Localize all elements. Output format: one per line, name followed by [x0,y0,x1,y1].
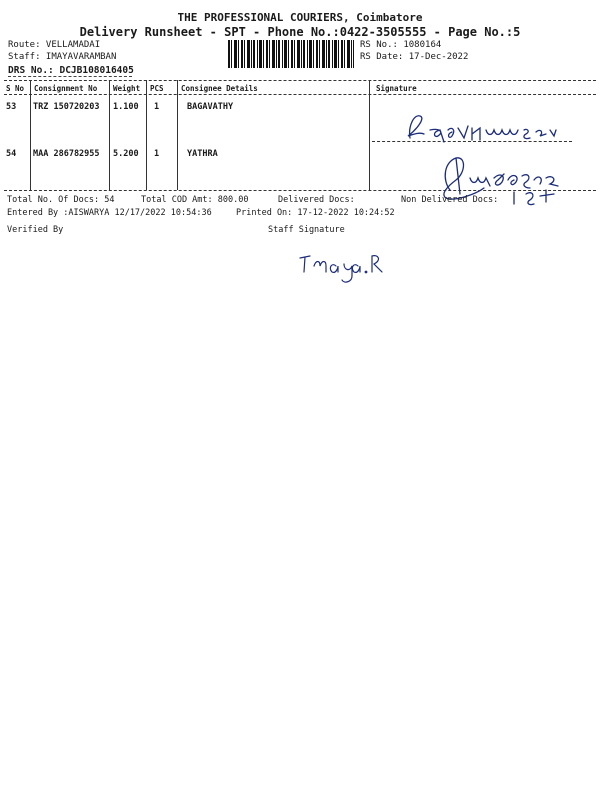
col-header-weight: Weight [113,84,141,93]
route-label: Route: VELLAMADAI [8,40,101,50]
row-sno: 53 [6,102,17,112]
row-consignment: TRZ 150720203 [33,102,100,112]
col-divider [146,80,147,190]
col-header-consignee: Consignee Details [181,84,258,93]
total-docs: Total No. Of Docs: 54 [7,195,115,205]
staff-handwritten-signature [296,248,396,288]
handwritten-signature-row-53 [400,108,570,148]
row-consignee: YATHRA [187,149,218,159]
col-header-sno: S No [6,84,25,93]
printed-on: Printed On: 17-12-2022 10:24:52 [236,208,395,218]
col-header-signature: Signature [376,84,417,93]
col-divider [177,80,178,190]
row-weight: 1.100 [113,102,139,112]
row-pcs: 1 [154,149,160,159]
staff-label: Staff: IMAYAVARAMBAN [8,52,117,62]
drs-underline [8,76,132,77]
barcode-image [228,40,354,68]
table-header-rule [4,94,596,95]
row-weight: 5.200 [113,149,139,159]
rs-date: RS Date: 17-Dec-2022 [360,52,469,62]
drs-number: DRS No.: DCJB108016405 [8,65,134,76]
delivered-docs: Delivered Docs: [278,195,355,205]
row-consignee: BAGAVATHY [187,102,234,112]
col-divider [369,80,370,190]
entered-by: Entered By :AISWARYA 12/17/2022 10:54:36 [7,208,212,218]
col-header-pcs: PCS [150,84,164,93]
table-top-rule [4,80,596,81]
staff-signature-label: Staff Signature [268,225,345,235]
row-consignment: MAA 286782955 [33,149,100,159]
col-divider [30,80,31,190]
row-sno: 54 [6,149,17,159]
company-title: THE PROFESSIONAL COURIERS, Coimbatore [177,11,423,24]
col-header-consignment: Consignment No [34,84,98,93]
col-divider [109,80,110,190]
rs-number: RS No.: 1080164 [360,40,442,50]
row-pcs: 1 [154,102,160,112]
total-cod-amount: Total COD Amt: 800.00 [141,195,249,205]
verified-by-label: Verified By [7,225,64,235]
non-delivered-docs: Non Delivered Docs: [401,195,499,205]
runsheet-subtitle: Delivery Runsheet - SPT - Phone No.:0422-3505555 - Page No.:5 [79,25,521,39]
